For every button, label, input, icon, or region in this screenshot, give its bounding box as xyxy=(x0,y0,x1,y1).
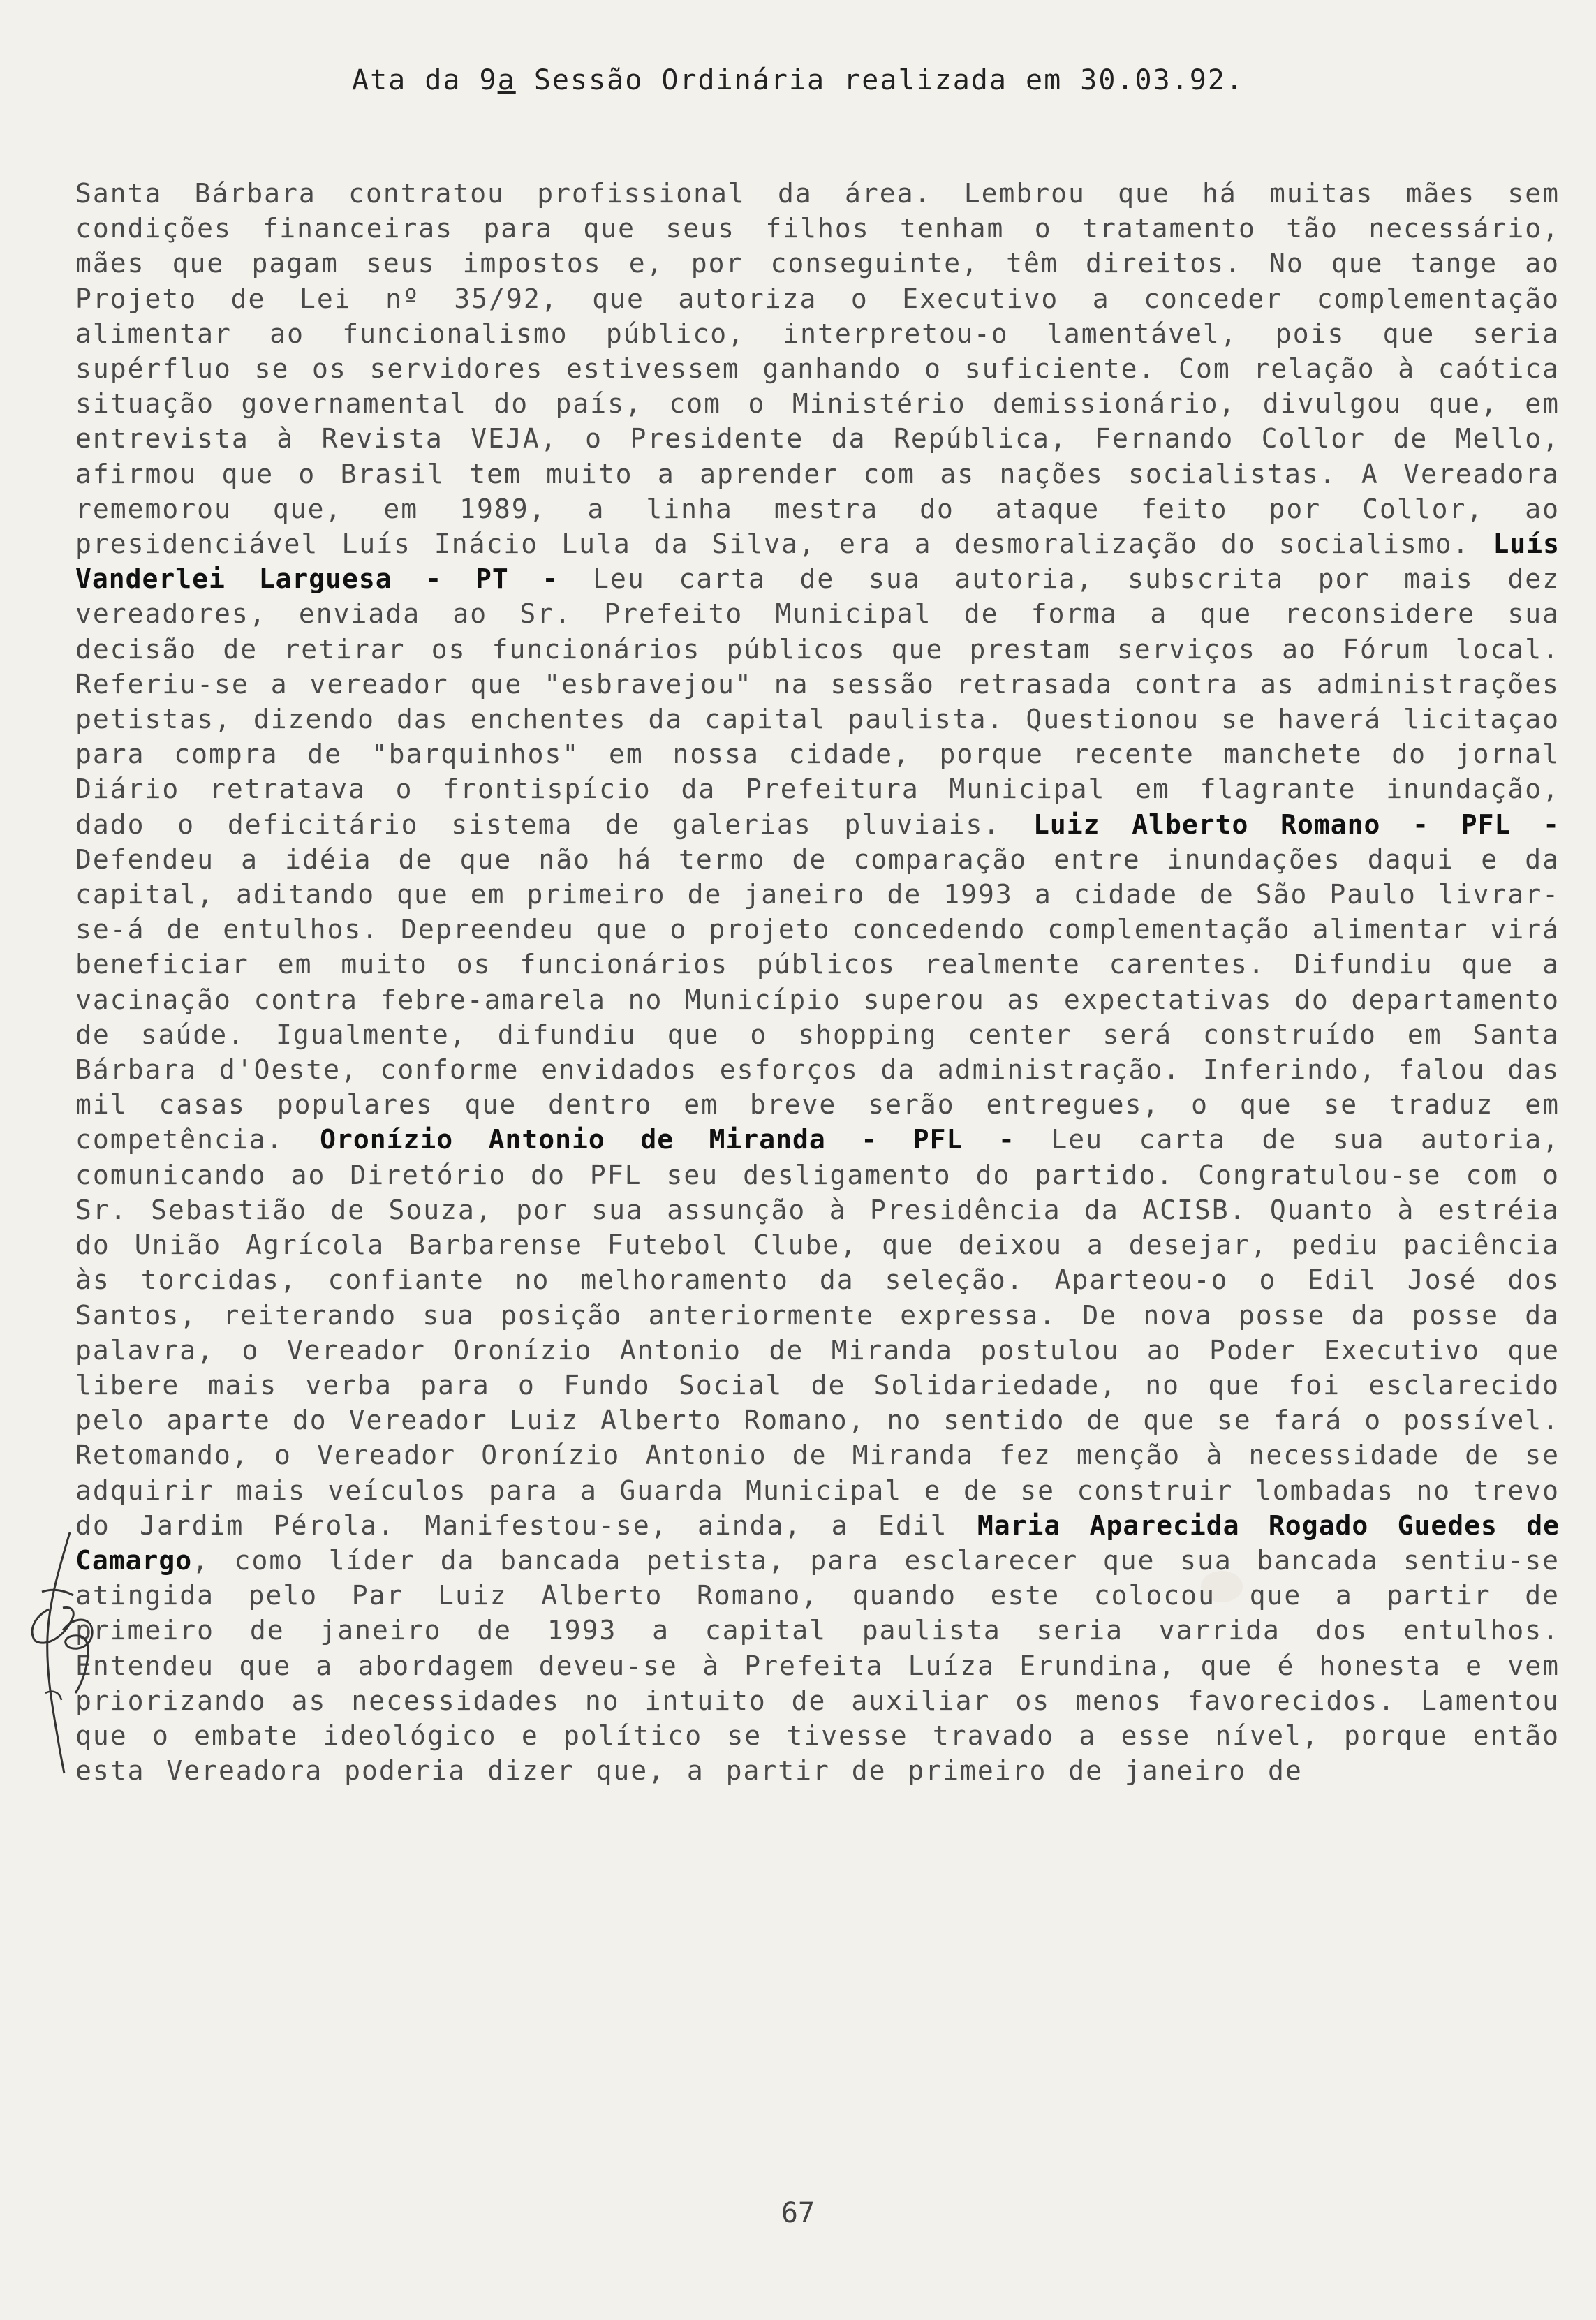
title-rest: Sessão Ordinária realizada em 30.03.92. xyxy=(515,64,1245,96)
handwritten-initials-signature xyxy=(21,1525,98,1777)
minutes-text-3: Defendeu a idéia de que não há termo de comparação entre inundações daqui e da capital, aditando que em primeiro de janeiro de 1993 a cidade de São Paulo livrar-se-á de entulhos. Depreendeu que o projeto concedendo complementação alimentar virá beneficiar em muito os funcionários públicos realmente carentes. Difundiu que a vacinação contra febre-amarela no Município superou as expectativas do departamento de saúde. Igualmente, difundiu que o shopping center será construído em Santa Bárbara d'Oeste, conforme envidados esforços da administração. Inferindo, falou das mil casas populares que dentro em breve serão entregues, o que se traduz em competência. xyxy=(75,843,1560,1155)
minutes-text-5: , como líder da bancada petista, para esclarecer que sua bancada sentiu-se atingida pelo Par Luiz Alberto Romano, quando este colocou que a partir de primeiro de janeiro de 1993 a capital paulista seria varrida dos entulhos. Entendeu que a abordagem deveu-se à Prefeita Luíza Erundina, que é honesta e vem priorizando as necessidades no intuito de auxiliar os menos favorecidos. Lamentou que o embate ideológico e político se tivesse travado a esse nível, porque então esta Vereadora poderia dizer que, a partir de primeiro de janeiro de xyxy=(75,1544,1560,1787)
minutes-text-1: Santa Bárbara contratou profissional da área. Lembrou que há muitas mães sem condições financeiras para que seus filhos tenham o tratamento tão necessário, mães que pagam seus impostos e, por conseguinte, têm direitos. No que tange ao Projeto de Lei nº 35/92, que autoriza o Executivo a conceder complementação alimentar ao funcionalismo público, interpretou-o lamentável, pois que seria supérfluo se os servidores estivessem ganhando o suficiente. Com relação à caótica situação governamental do país, com o Ministério demissionário, divulgou que, em entrevista à Revista VEJA, o Presidente da República, Fernando Collor de Mello, afirmou que o Brasil tem muito a aprender com as nações socialistas. A Vereadora rememorou que, em 1989, a linha mestra do ataque feito por Collor, ao presidenciável Luís Inácio Lula da Silva, era a desmoralização do socialismo. xyxy=(75,178,1560,560)
title-ordinal: a xyxy=(497,64,516,96)
speaker-name-romano: Luiz Alberto Romano - PFL - xyxy=(1033,808,1560,840)
page-number: 67 xyxy=(781,2197,815,2229)
paper-stain xyxy=(1201,1571,1243,1602)
speaker-name-larguesa: Luís Vanderlei Larguesa - PT - xyxy=(75,529,1560,595)
title-prefix: Ata da 9 xyxy=(351,64,498,96)
minutes-text-2: Leu carta de sua autoria, subscrita por mais dez vereadores, enviada ao Sr. Prefeito Municipal de forma a que reconsidere sua decisão de retirar os funcionários públicos que prestam serviços ao Fórum local. Referiu-se a vereador que "esbravejou" na sessão retrasada contra as administrações petistas, dizendo das enchentes da capital paulista. Questionou se haverá licitaçao para compra de "barquinhos" em nossa cidade, porque recente manchete do jornal Diário retratava o frontispício da Prefeitura Municipal em flagrante inundação, dado o deficitário sistema de galerias pluviais. xyxy=(75,563,1560,840)
speaker-name-camargo: Maria Aparecida Rogado Guedes de Camargo xyxy=(75,1509,1560,1576)
page-title xyxy=(0,64,1596,96)
minutes-body xyxy=(75,176,1560,1788)
speaker-name-miranda: Oronízio Antonio de Miranda - PFL - xyxy=(320,1124,1015,1155)
minutes-text-4: Leu carta de sua autoria, comunicando ao Diretório do PFL seu desligamento do partido. Congratulou-se com o Sr. Sebastião de Souza, por sua assunção à Presidência da ACISB. Quanto à estréia do União Agrícola Barbarense Futebol Clube, que deixou a desejar, pediu paciência às torcidas, confiante no melhoramento da seleção. Aparteou-o o Edil José dos Santos, reiterando sua posição anteriormente expressa. De nova posse da posse da palavra, o Vereador Oronízio Antonio de Miranda postulou ao Poder Executivo que libere mais verba para o Fundo Social de Solidariedade, no que foi esclarecido pelo aparte do Vereador Luiz Alberto Romano, no sentido de que se fará o possível. Retomando, o Vereador Oronízio Antonio de Miranda fez menção à necessidade de se adquirir mais veículos para a Guarda Municipal e de se construir lombadas no trevo do Jardim Pérola. Manifestou-se, ainda, a Edil xyxy=(75,1124,1560,1541)
